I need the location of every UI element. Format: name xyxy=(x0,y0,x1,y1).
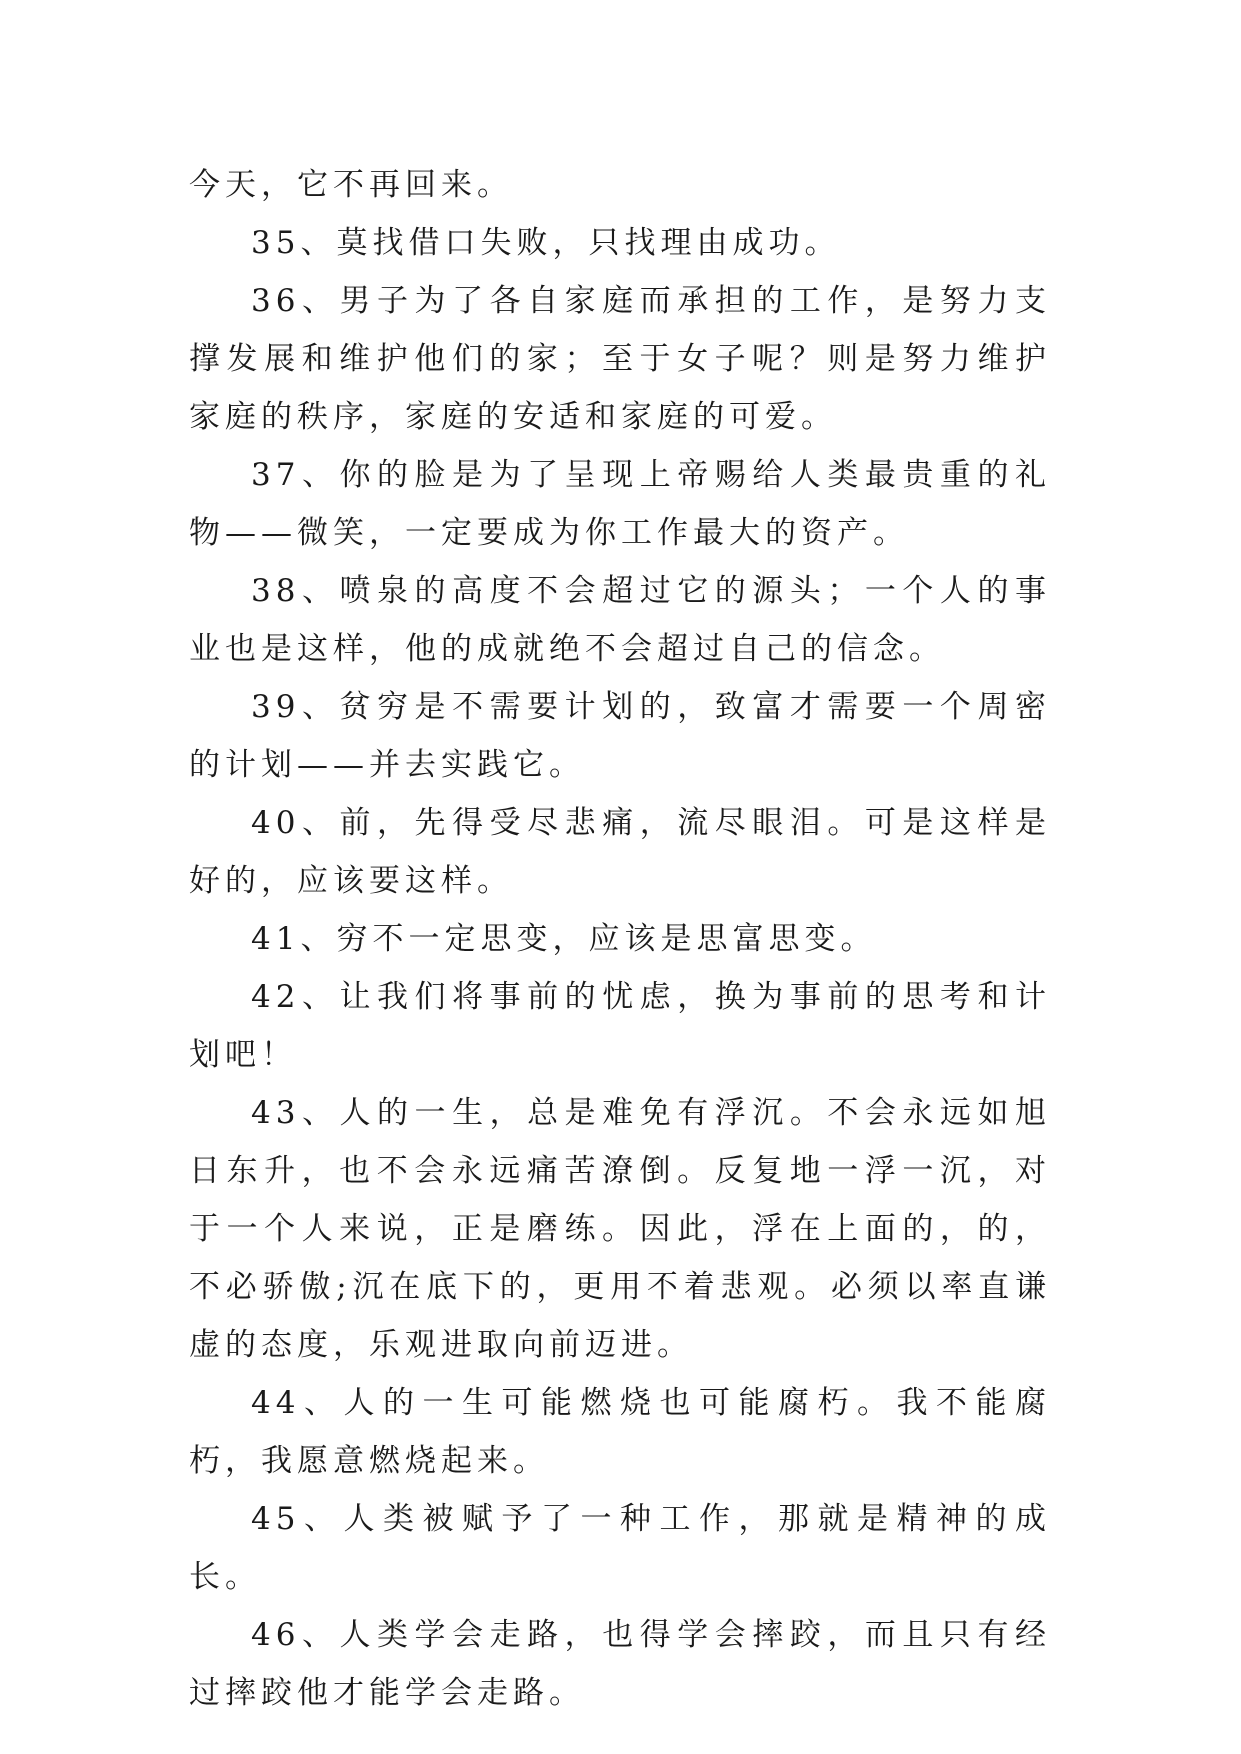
paragraph: 37、你的脸是为了呈现上帝赐给人类最贵重的礼物——微笑，一定要成为你工作最大的资产。 xyxy=(189,457,1051,551)
paragraph: 40、前，先得受尽悲痛，流尽眼泪。可是这样是好的，应该要这样。 xyxy=(189,805,1051,899)
paragraph: 46、人类学会走路，也得学会摔跤，而且只有经过摔跤他才能学会走路。 xyxy=(189,1617,1051,1711)
document-body xyxy=(189,156,1051,1722)
paragraph: 35、莫找借口失败，只找理由成功。 xyxy=(251,225,841,261)
paragraph: 45、人类被赋予了一种工作，那就是精神的成长。 xyxy=(189,1501,1051,1595)
paragraph: 42、让我们将事前的忧虑，换为事前的思考和计划吧！ xyxy=(189,979,1051,1073)
paragraph: 36、男子为了各自家庭而承担的工作，是努力支撑发展和维护他们的家；至于女子呢？则是努力维护家庭的秩序，家庭的安适和家庭的可爱。 xyxy=(189,283,1051,435)
paragraph: 38、喷泉的高度不会超过它的源头；一个人的事业也是这样，他的成就绝不会超过自己的信念。 xyxy=(189,573,1051,667)
paragraph: 43、人的一生，总是难免有浮沉。不会永远如旭日东升，也不会永远痛苦潦倒。反复地一浮一沉，对于一个人来说，正是磨练。因此，浮在上面的，的，不必骄傲;沉在底下的，更用不着悲观。必须以率直谦虚的态度，乐观进取向前迈进。 xyxy=(189,1095,1051,1363)
paragraph: 41、穷不一定思变，应该是思富思变。 xyxy=(251,921,877,957)
paragraph: 今天，它不再回来。 xyxy=(189,167,513,203)
paragraph: 39、贫穷是不需要计划的，致富才需要一个周密的计划——并去实践它。 xyxy=(189,689,1051,783)
paragraph: 44、人的一生可能燃烧也可能腐朽。我不能腐朽，我愿意燃烧起来。 xyxy=(189,1385,1051,1479)
